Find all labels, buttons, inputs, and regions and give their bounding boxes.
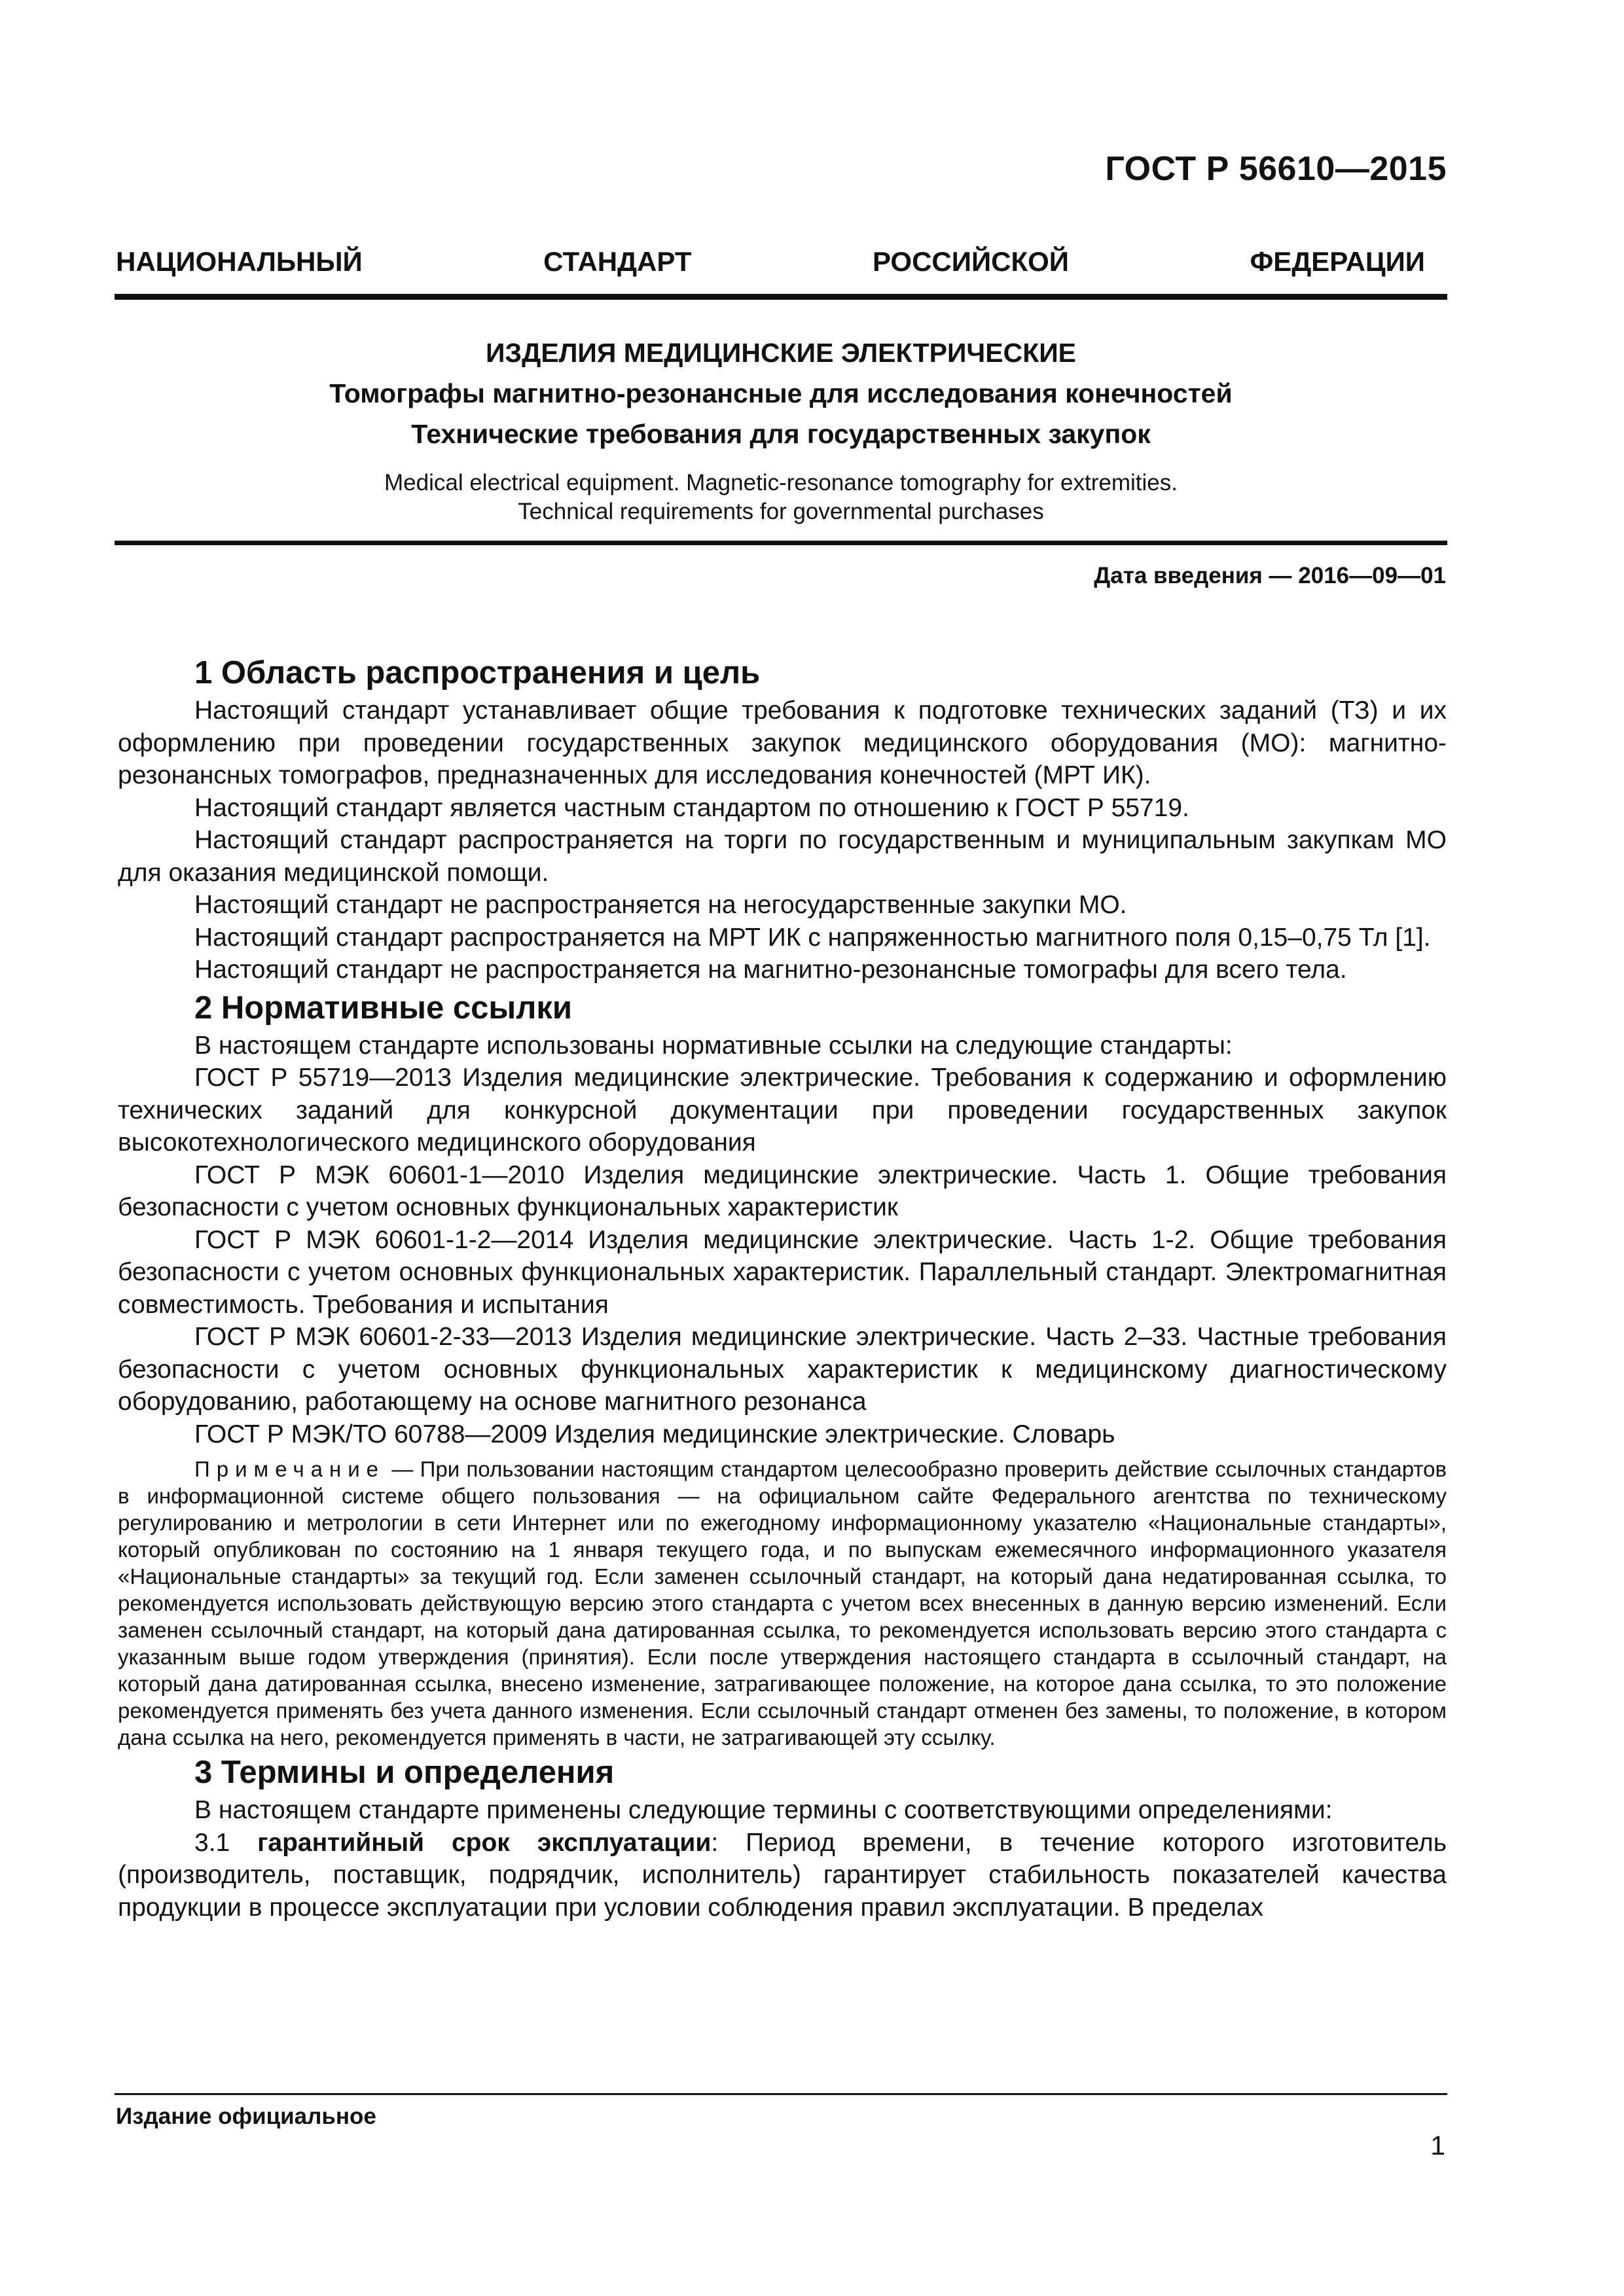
national-standard-line	[116, 246, 1425, 278]
term-name: гарантийный срок эксплуатации	[257, 1828, 712, 1857]
reference-item: ГОСТ Р МЭК 60601-2-33—2013 Изделия медицинские электрические. Часть 2–33. Частные требования безопасности с учетом основных функциональных характеристик к медицинскому диагностическому оборудованию, работающему на основе магнитного резонанса	[118, 1323, 1447, 1416]
reference-item: ГОСТ Р МЭК 60601-1-2—2014 Изделия медицинские электрические. Часть 1-2. Общие требования безопасности с учетом основных функциональных характеристик. Параллельный стандарт. Электромагнитная совместимость. Требования и испытания	[118, 1225, 1447, 1319]
paragraph: Настоящий стандарт не распространяется на негосударственные закупки МО.	[194, 891, 1127, 919]
title-rule	[115, 541, 1447, 545]
title-sub-1: Томографы магнитно-резонансные для исследования конечностей	[329, 378, 1233, 408]
edition-label: Издание официальное	[116, 2104, 376, 2129]
note-text: — При пользовании настоящим стандартом целесообразно проверить действие ссылочных стандартов в информационной системе общего пользования — на официальном сайте Федерального агентства по техническому регулированию и метрологии в сети Интернет или по ежегодному информационному указателю «Национальные стандарты», который опубликован по состоянию на 1 января текущего года, и по выпускам ежемесячного информационного указателя «Национальные стандарты» за текущий год. Если заменен ссылочный стандарт, на который дана недатированная ссылка, то рекомендуется использовать действующую версию этого стандарта с учетом всех внесенных в данную версию изменений. Если заменен ссылочный стандарт, на который дана датированная ссылка, то рекомендуется использовать версию этого стандарта с указанным выше годом утверждения (принятия). Если после утверждения настоящего стандарта в ссылочный стандарт, на который дана датированная ссылка, внесено изменение, затрагивающее положение, на которое дана ссылка, то это положение рекомендуется применять без учета данного изменения. Если ссылочный стандарт отменен без замены, то положение, в котором дана ссылка на него, рекомендуется применять в части, не затрагивающей эту ссылку.	[118, 1457, 1447, 1749]
paragraph: Настоящий стандарт не распространяется на магнитно-резонансные томографы для всего тела.	[194, 956, 1347, 984]
reference-item: ГОСТ Р МЭК 60601-1—2010 Изделия медицинские электрические. Часть 1. Общие требования безопасности с учетом основных функциональных характеристик	[118, 1160, 1447, 1221]
title-sub-2: Технические требования для государственных закупок	[411, 419, 1151, 449]
header-rule	[115, 294, 1447, 300]
section-heading: 1 Область распространения и цель	[194, 655, 761, 691]
reference-item: ГОСТ Р МЭК/ТО 60788—2009 Изделия медицинские электрические. Словарь	[194, 1420, 1115, 1448]
title-english-2: Technical requirements for governmental purchases	[518, 499, 1044, 524]
paragraph: Настоящий стандарт распространяется на торги по государственным и муниципальным закупкам МО для оказания медицинской помощи.	[118, 826, 1447, 887]
gost-number: ГОСТ Р 56610—2015	[1105, 150, 1447, 188]
note-label: Примечание	[194, 1457, 386, 1481]
term-text: : Период времени, в течение которого изготовитель (производитель, поставщик, подрядчик, исполнитель) гарантирует стабильность показателей качества продукции в процессе эксплуатации при условии соблюдения правил эксплуатации. В пределах	[118, 1828, 1447, 1922]
paragraph: В настоящем стандарте применены следующие термины с соответствующими определениями:	[194, 1796, 1333, 1824]
national-standard-word: НАЦИОНАЛЬНЫЙ	[116, 246, 363, 277]
national-standard-word: РОССИЙСКОЙ	[872, 246, 1069, 277]
introduction-date: Дата введения — 2016—09—01	[1094, 563, 1446, 588]
section-heading: 3 Термины и определения	[194, 1755, 615, 1790]
title-english-1: Medical electrical equipment. Magnetic-resonance tomography for extremities.	[384, 470, 1178, 495]
note-paragraph	[118, 1456, 1447, 1751]
title-main: ИЗДЕЛИЯ МЕДИЦИНСКИЕ ЭЛЕКТРИЧЕСКИЕ	[485, 338, 1077, 368]
national-standard-word: СТАНДАРТ	[543, 246, 692, 277]
term-number: 3.1	[194, 1828, 258, 1857]
page-number: 1	[1430, 2130, 1445, 2161]
term-definition	[118, 1827, 1447, 1924]
document-body	[118, 651, 1447, 1924]
footer-rule	[115, 2093, 1447, 2095]
paragraph: Настоящий стандарт устанавливает общие требования к подготовке технических заданий (ТЗ) и их оформлению при проведении государственных закупок медицинского оборудования (МО): магнитно-резонансных томографов, предназначенных для исследования конечностей (МРТ ИК).	[118, 696, 1447, 789]
paragraph: Настоящий стандарт распространяется на МРТ ИК с напряженностью магнитного поля 0,15–0,75 Тл [1].	[194, 923, 1431, 952]
paragraph: В настоящем стандарте использованы нормативные ссылки на следующие стандарты:	[194, 1031, 1233, 1060]
title-block	[115, 332, 1447, 526]
reference-item: ГОСТ Р 55719—2013 Изделия медицинские электрические. Требования к содержанию и оформлению технических заданий для конкурсной документации при проведении государственных закупок высокотехнологического медицинского оборудования	[118, 1064, 1447, 1157]
national-standard-word: ФЕДЕРАЦИИ	[1250, 246, 1425, 277]
paragraph: Настоящий стандарт является частным стандартом по отношению к ГОСТ Р 55719.	[194, 793, 1189, 822]
section-heading: 2 Нормативные ссылки	[194, 990, 572, 1026]
